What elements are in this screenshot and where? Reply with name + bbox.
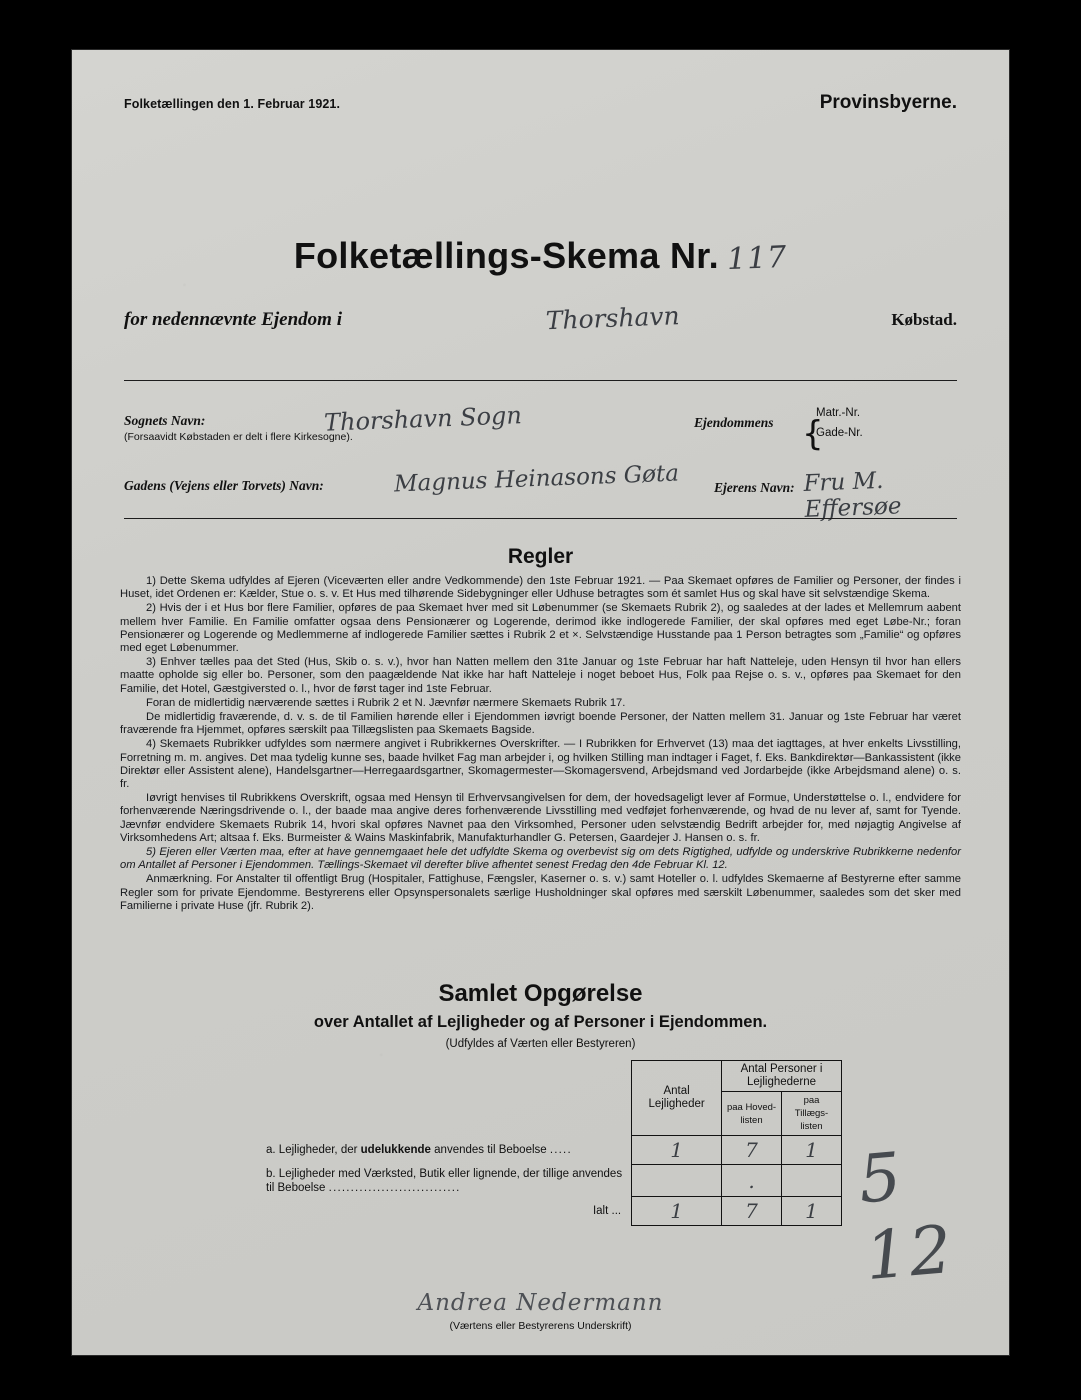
regler-p6: Anmærkning. For Anstalter til offentligt Brug (Hospitaler, Fattighuse, Fængsler, Kaserner o. s. v.) samt Hoteller o. l. udfyldes Skemaerne af Bestyrerne efter samme Regler som for private Ejendomme. Bestyrerens eller Opsynspersonalets særlige Husholdninger skal opføres med særskilt Løbenummer, saaledes som det sker med Familierne i private Huse (jfr. Rubrik 2). [120, 873, 961, 912]
form-number-handwritten: 117 [726, 239, 788, 278]
row-a-lejligheder: 1 [632, 1136, 722, 1165]
row-a-tillaegs: 1 [782, 1136, 842, 1165]
row-a-dots: ..... [549, 1144, 572, 1156]
ejendommens-label: Ejendommens [694, 415, 774, 430]
col-tillaegslisten: paa Tillægs-listen [782, 1092, 842, 1136]
row-a-label-bold: udelukkende [360, 1144, 431, 1156]
regler-title: Regler [507, 545, 574, 568]
gade-value-handwritten: Magnus Heinasons Gøta [393, 460, 680, 498]
summary-table [262, 1060, 842, 1226]
regler-text [120, 575, 961, 914]
row-b-dots: .............................. [328, 1181, 461, 1194]
row-b-marker: b. [266, 1167, 276, 1180]
header-spacer-2 [262, 1092, 632, 1136]
samlet-title: Samlet Opgørelse [438, 980, 643, 1007]
samlet-subtitle: over Antallet af Lejligheder og af Personer i Ejendommen. [313, 1013, 768, 1031]
sogn-note: (Forsaavidt Købstaden er delt i flere Kirkesogne). [124, 431, 353, 443]
total-label: Ialt ... [262, 1197, 632, 1226]
row-b-hoved: . [722, 1165, 782, 1197]
row-b-tillaegs [782, 1165, 842, 1197]
sogn-row [124, 401, 957, 455]
row-b-label-cell [262, 1165, 632, 1197]
row-a-label-cell [262, 1136, 632, 1165]
col-antal-personer: Antal Personer i Lejlighederne [722, 1061, 842, 1092]
page-title: Folketællings-Skema Nr. [293, 235, 719, 276]
signature-block [72, 1290, 1009, 1332]
ejer-label: Ejerens Navn: [714, 480, 795, 495]
col-antal-lejligheder: Antal Lejligheder [632, 1061, 722, 1136]
sogn-label: Sognets Navn: [124, 413, 206, 428]
gade-nr-label: Gade-Nr. [816, 427, 863, 439]
col-hovedlisten: paa Hoved-listen [722, 1092, 782, 1136]
table-header-row-1 [262, 1061, 842, 1092]
samlet-note: (Udfyldes af Værten eller Bestyreren) [445, 1038, 636, 1050]
table-row [262, 1165, 842, 1197]
table-row [262, 1136, 842, 1165]
total-lejligheder: 1 [632, 1197, 722, 1226]
regler-p4: 4) Skemaets Rubrikker udfyldes som nærmere angivet i Rubrikkernes Overskrifter. — I Rubrikken for Erhvervet (13) maa det iagttages, at hver enkelts Livsstilling, Forretning m. m. angives. Det maa tydelig kunne ses, baade hvilket Fag man arbejder i, og hvilken Stilling man indtager i Faget, f. Eks. Bankdirektør—Bankassistent (ikke Direktør eller Assistent alene), Handelsgartner—Herregaardsgartner, Skomagermester—Skomagersvend, Arbejdsmand ved Jordarbejde (ikke Arbejdsmand alene) o. s. fr. [120, 738, 961, 791]
property-line [124, 301, 957, 336]
regler-p3b: Foran de midlertidig nærværende sættes i Rubrik 2 et N. Jævnfør nærmere Skemaets Rubrik 17. [146, 696, 626, 709]
row-b-label: Lejligheder med Værksted, Butik eller lignende, der tillige anvendes til Beboelse [266, 1167, 623, 1194]
header-spacer [262, 1061, 632, 1092]
gade-label: Gadens (Vejens eller Torvets) Navn: [124, 478, 324, 493]
table-header-row-2 [262, 1092, 842, 1136]
kobstad-label: Købstad. [891, 310, 957, 329]
census-form-page [72, 50, 1009, 1355]
matr-nr-label: Matr.-Nr. [816, 407, 861, 419]
divider-bottom [124, 518, 957, 519]
row-a-label: Lejligheder, der udelukkende anvendes til Beboelse [278, 1144, 550, 1156]
row-a-hoved: 7 [722, 1136, 782, 1165]
signature-handwritten: Andrea Nedermann [417, 1290, 664, 1316]
ejer-value-handwritten: Fru M. Effersøe [803, 467, 902, 523]
page-header [124, 92, 957, 114]
signature-caption: (Værtens eller Bestyrerens Underskrift) [449, 1320, 632, 1332]
regler-p5: 5) Ejeren eller Værten maa, efter at have gennemgaaet hele det udfyldte Skema og overbevist sig om dets Rigtighed, udfylde og underskrive Rubrikkerne nedenfor om Antallet af Personer i Ejendommen. Tællings-Skemaet vil derefter blive afhentet senest Fredag den 4de Februar Kl. 12. [120, 846, 961, 872]
row-b-lejligheder [632, 1165, 722, 1197]
regler-p4b: Iøvrigt henvises til Rubrikkens Overskrift, ogsaa med Hensyn til Erhvervsangivelsen for dem, der hovedsageligt lever af Formue, Understøttelse o. l., endvidere for forhenværende Næringsdrivende o. l., der baade maa angive deres forhenværende Livsstilling med vedføjet forhenværende, og hvad de nu lever af, samt for Tyende. Jævnfør endvidere Skemaets Rubrik 14, hvori skal opføres Navnet paa den Virksomhed, Personer uden selvstændig Bedrift arbejder for, med nøjagtig Angivelse af Virksomhedens Art; altsaa f. Eks. Burmeister & Wains Maskinfabrik, Manufakturhandler G. Petersen, Gaardejer J. Hansen o. s. fr. [120, 792, 961, 844]
total-hoved: 7 [722, 1197, 782, 1226]
margin-note-handwritten: 5 12 [855, 1137, 957, 1296]
sogn-value-handwritten: Thorshavn Sogn [323, 401, 523, 437]
regler-p3: 3) Enhver tælles paa det Sted (Hus, Skib o. s. v.), hvor han Natten mellem den 31te Januar og 1ste Februar har haft Natteleje, uden Hensyn til hvor han ellers maatte opholde sig eller bo. Personer, som den paagældende Nat ikke har haft Natteleje i noget beboet Hus, Folk paa Rejse o. s. v., opføres paa Skemaet for den Familie, det Hotel, Gæstgiversted o. l., hvor de først tager ind 1ste Februar. [120, 656, 961, 695]
place-handwritten: Thorshavn [545, 301, 681, 336]
regler-p2: 2) Hvis der i et Hus bor flere Familier, opføres de paa Skemaet hver med sit Løbenummer (se Skemaets Rubrik 2), og saaledes at der lades et Mellemrum aabent mellem hver Familie. En Familie omfatter ogsaa dens Pensionærer og Logerende, derimod ikke indlogerede Familier, der skal opføres med eget Løbe-Nr.; foran Pensionærer og Logerende og Medlemmerne af indlogerede Familier sættes i Rubrik 2 et ×. Selvstændige Husstande paa 1 Person betragtes som „Familie“ og opføres med eget Løbenummer. [120, 602, 961, 655]
gade-row [124, 460, 957, 523]
regler-p1: 1) Dette Skema udfyldes af Ejeren (Viceværten eller andre Vedkommende) den 1ste Februar 1921. — Paa Skemaet opføres de Familier og Personer, der findes i Huset, idet Ordenen er: Kælder, Stue o. s. v. Et Hus med tilhørende Sidebygninger eller Udhuse betragtes som ét samlet Hus og skal have sit selvstændige Skema. [120, 575, 961, 601]
table-total-row [262, 1197, 842, 1226]
header-date-label: Folketællingen den 1. Februar 1921. [124, 97, 341, 111]
divider-top [124, 380, 957, 381]
header-region-label: Provinsbyerne. [819, 92, 957, 113]
property-label: for nedennævnte Ejendom i [124, 309, 342, 330]
brace-icon: { [802, 414, 824, 454]
title-block [72, 235, 1009, 277]
row-a-marker: a. [266, 1144, 276, 1156]
regler-p3c: De midlertidig fraværende, d. v. s. de til Familien hørende eller i Ejendommen iøvrigt boende Personer, der Natten mellem 31. Januar og 1ste Februar har været fraværende fra Hjemmet, opføres særskilt paa Tillægslisten paa Skemaets Bagside. [120, 711, 961, 737]
total-tillaegs: 1 [782, 1197, 842, 1226]
